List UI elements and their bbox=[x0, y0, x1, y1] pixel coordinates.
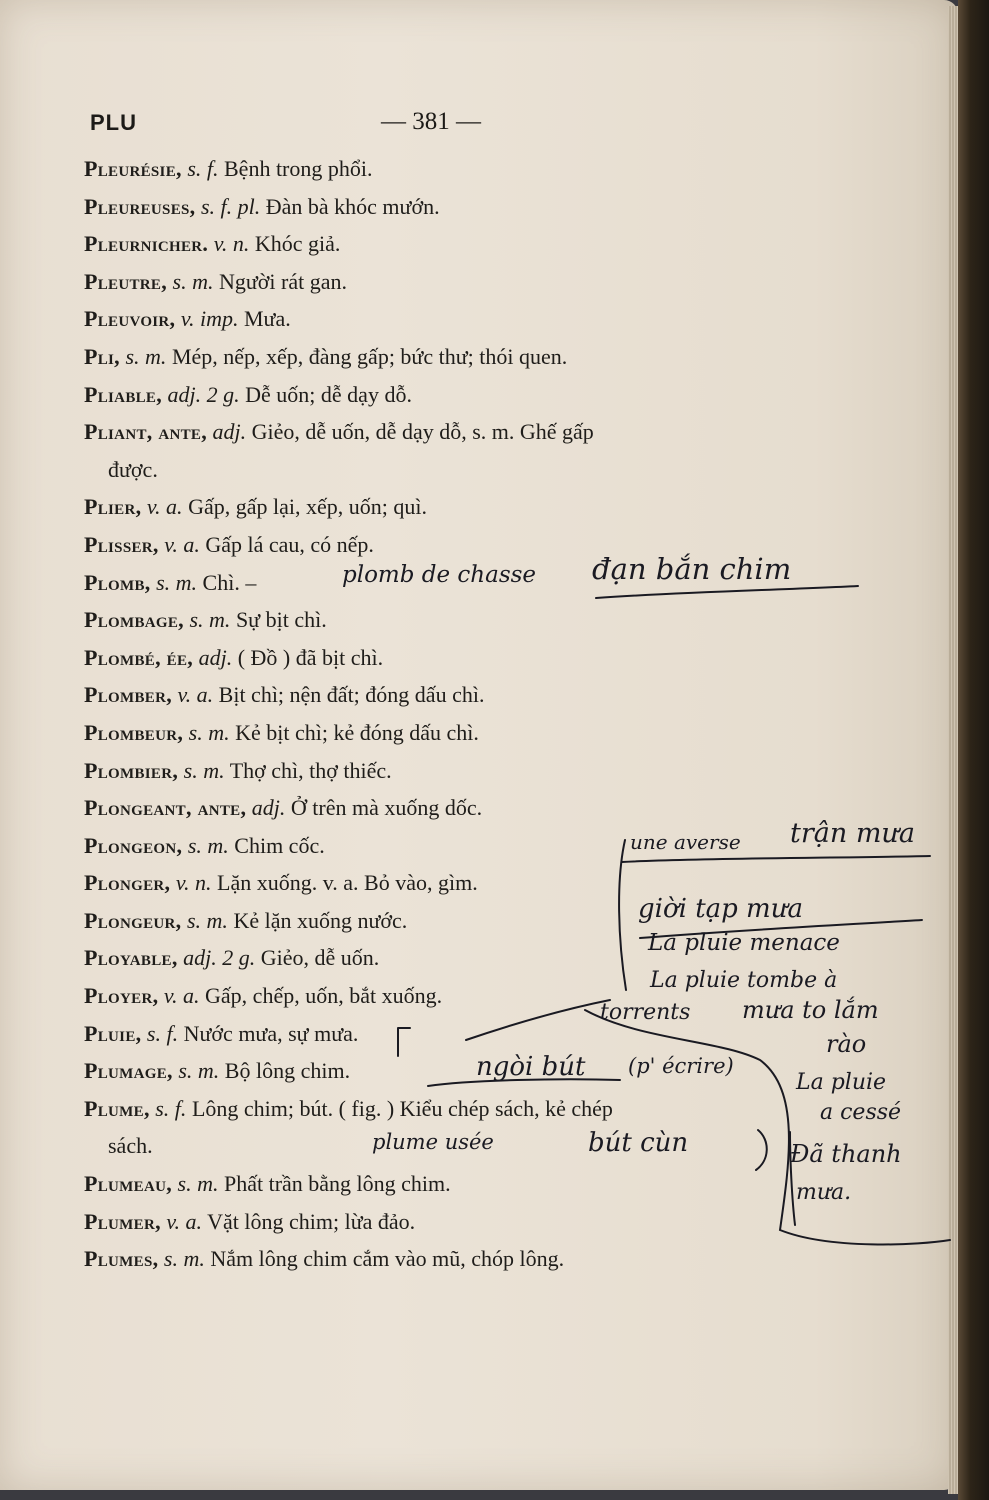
note-pluie-menace: La pluie menace bbox=[648, 930, 840, 956]
dictionary-entry bbox=[84, 188, 804, 226]
entry-headword: Plombé, ée, bbox=[84, 644, 194, 670]
entry-definition: sách. bbox=[108, 1133, 153, 1159]
entry-headword: Plombage, bbox=[84, 607, 184, 633]
entry-headword: Plongeon, bbox=[84, 832, 183, 858]
dictionary-entry bbox=[84, 1240, 804, 1278]
entry-definition: Bệnh trong phổi. bbox=[224, 156, 373, 181]
entry-definition: Đàn bà khóc mướn. bbox=[265, 193, 440, 219]
entry-definition: Giẻo, dễ uốn. bbox=[260, 945, 380, 971]
entry-grammar: v. n. bbox=[175, 870, 212, 896]
dictionary-entry bbox=[84, 488, 804, 526]
entry-grammar: s. f. bbox=[187, 156, 219, 181]
entry-headword: Ployer, bbox=[84, 983, 159, 1009]
entry-grammar: s. m. bbox=[177, 1171, 219, 1197]
entry-definition: Gấp, gấp lại, xếp, uốn; quì. bbox=[188, 494, 427, 520]
entry-grammar: v. n. bbox=[213, 231, 250, 257]
dictionary-entries bbox=[84, 150, 804, 1278]
entry-grammar: v. a. bbox=[164, 531, 200, 557]
entry-headword: Plumage, bbox=[84, 1058, 173, 1084]
note-pluie-tombe: La pluie tombe à bbox=[650, 968, 838, 993]
entry-definition: Mưa. bbox=[244, 306, 291, 332]
entry-definition: Ở trên mà xuống dốc. bbox=[290, 795, 483, 821]
entry-definition: Lặn xuống. v. a. Bỏ vào, gìm. bbox=[217, 870, 478, 896]
note-torrents: torrents bbox=[600, 1000, 691, 1025]
entry-headword: Plonger, bbox=[84, 870, 171, 896]
entry-grammar: s. m. bbox=[189, 607, 231, 633]
page-number: — 381 — bbox=[381, 108, 481, 135]
entry-headword: Plumes, bbox=[84, 1246, 159, 1272]
entry-grammar: s. m. bbox=[186, 907, 228, 933]
entry-definition: Chim cốc. bbox=[234, 832, 325, 858]
entry-definition: Chì. – bbox=[202, 569, 257, 595]
entry-grammar: s. f. bbox=[155, 1095, 187, 1121]
note-rao: rào bbox=[826, 1030, 867, 1058]
entry-definition: được. bbox=[108, 456, 158, 482]
note-mua-end: mưa. bbox=[796, 1180, 852, 1205]
entry-definition: Người rát gan. bbox=[218, 268, 348, 294]
entry-grammar: v. a. bbox=[166, 1208, 203, 1234]
entry-grammar: s. m. bbox=[183, 757, 225, 783]
entry-definition: Sự bịt chì. bbox=[235, 607, 327, 633]
entry-headword: Pleutre, bbox=[84, 268, 168, 294]
note-plume-usee: plume usée bbox=[372, 1130, 494, 1154]
note-pluie-a-cesse-2: a cessé bbox=[820, 1100, 902, 1125]
entry-headword: Plumeau, bbox=[84, 1171, 173, 1197]
note-da-thanh: Đã thanh bbox=[790, 1140, 902, 1168]
entry-grammar: adj. bbox=[212, 419, 247, 445]
dictionary-entry bbox=[84, 601, 804, 639]
note-ngoi-but: ngòi bút bbox=[476, 1052, 586, 1082]
entry-grammar: adj. bbox=[198, 644, 233, 670]
entry-grammar: v. a. bbox=[146, 494, 183, 520]
entry-grammar: adj. 2 g. bbox=[167, 381, 240, 407]
entry-definition: Kẻ bịt chì; kẻ đóng dấu chì. bbox=[235, 719, 479, 745]
dictionary-entry bbox=[84, 1090, 804, 1128]
page-header bbox=[90, 108, 790, 138]
entry-headword: Plomb, bbox=[84, 569, 151, 595]
entry-grammar: v. a. bbox=[177, 682, 214, 708]
dictionary-entry bbox=[84, 300, 804, 338]
note-dan-ban-chim: đạn bắn chim bbox=[592, 552, 792, 586]
entry-definition: Mép, nếp, xếp, đàng gấp; bức thư; thói quen. bbox=[171, 343, 568, 369]
entry-definition: Thợ chì, thợ thiếc. bbox=[229, 757, 392, 783]
entry-headword: Pleureuses, bbox=[84, 193, 196, 219]
entry-grammar: adj. bbox=[251, 795, 286, 821]
entry-definition: Kẻ lặn xuống nước. bbox=[233, 907, 408, 933]
entry-headword: Pli, bbox=[84, 343, 120, 369]
entry-headword: Plumer, bbox=[84, 1208, 161, 1234]
entry-grammar: s. m. bbox=[188, 719, 230, 745]
entry-definition: Bộ lông chim. bbox=[224, 1058, 351, 1084]
entry-headword: Plier, bbox=[84, 494, 142, 520]
dictionary-entry bbox=[84, 376, 804, 414]
entry-grammar: s. f. pl. bbox=[200, 193, 261, 219]
entry-grammar: s. m. bbox=[178, 1058, 220, 1084]
dictionary-entry bbox=[84, 150, 804, 188]
entry-headword: Plisser, bbox=[84, 531, 159, 557]
dictionary-entry bbox=[84, 676, 804, 714]
entry-definition: Khóc giả. bbox=[254, 231, 341, 257]
book-spine-edge bbox=[958, 0, 989, 1500]
dictionary-entry bbox=[84, 225, 804, 263]
dictionary-entry bbox=[84, 639, 804, 677]
entry-definition: Nắm lông chim cắm vào mũ, chóp lông. bbox=[210, 1246, 565, 1272]
entry-grammar: adj. 2 g. bbox=[183, 945, 256, 971]
entry-definition: Dễ uốn; dễ dạy dỗ. bbox=[245, 381, 412, 407]
entry-definition: Gấp lá cau, có nếp. bbox=[205, 531, 374, 557]
entry-grammar: s. m. bbox=[125, 343, 167, 369]
dictionary-entry bbox=[84, 338, 804, 376]
note-gioi-tap-mua: giời tạp mưa bbox=[638, 894, 803, 924]
note-but-cun: bút cùn bbox=[588, 1128, 689, 1158]
entry-headword: Pliant, ante, bbox=[84, 419, 208, 445]
entry-headword: Pleurésie, bbox=[84, 156, 182, 181]
dictionary-entry bbox=[84, 413, 804, 451]
dictionary-entry bbox=[84, 451, 804, 489]
entry-headword: Plombeur, bbox=[84, 719, 184, 745]
entry-grammar: s. f. bbox=[146, 1020, 179, 1046]
entry-definition: Lông chim; bút. ( fig. ) Kiểu chép sách, kẻ chép bbox=[191, 1095, 613, 1121]
entry-definition: Bịt chì; nện đất; đóng dấu chì. bbox=[218, 682, 485, 708]
note-pluie-a-cesse-1: La pluie bbox=[796, 1070, 887, 1095]
entry-headword: Pleuvoir, bbox=[84, 306, 176, 332]
entry-headword: Plomber, bbox=[84, 682, 173, 708]
entry-headword: Pleurnicher. bbox=[84, 231, 209, 257]
entry-headword: Plongeur, bbox=[84, 907, 182, 933]
note-tran-mua: trận mưa bbox=[790, 818, 915, 849]
dictionary-entry bbox=[84, 263, 804, 301]
entry-headword: Pluie, bbox=[84, 1020, 142, 1046]
entry-grammar: s. m. bbox=[163, 1246, 205, 1272]
entry-grammar: s. m. bbox=[172, 268, 214, 294]
dictionary-entry bbox=[84, 1165, 804, 1203]
dictionary-entry bbox=[84, 789, 804, 827]
entry-grammar: s. m. bbox=[187, 832, 229, 858]
dictionary-entry bbox=[84, 1015, 804, 1053]
note-pour-ecrire: (p' écrire) bbox=[628, 1054, 734, 1078]
entry-headword: Plume, bbox=[84, 1095, 150, 1121]
entry-definition: Phất trần bằng lông chim. bbox=[223, 1171, 451, 1197]
note-une-averse: une averse bbox=[630, 830, 741, 854]
dictionary-entry bbox=[84, 1203, 804, 1241]
entry-definition: ( Đồ ) đã bịt chì. bbox=[237, 644, 384, 670]
note-mua-to-lam: mưa to lắm bbox=[742, 996, 879, 1024]
dictionary-entry bbox=[84, 714, 804, 752]
note-plomb-de-chasse: plomb de chasse bbox=[342, 562, 537, 588]
entry-grammar: v. imp. bbox=[180, 306, 239, 332]
page-edges bbox=[948, 6, 958, 1494]
guide-word: PLU bbox=[90, 110, 137, 135]
entry-grammar: s. m. bbox=[156, 569, 198, 595]
entry-headword: Plongeant, ante, bbox=[84, 795, 247, 821]
dictionary-entry bbox=[84, 752, 804, 790]
entry-headword: Pliable, bbox=[84, 381, 163, 407]
entry-definition: Nước mưa, sự mưa. bbox=[183, 1020, 359, 1046]
entry-headword: Plombier, bbox=[84, 757, 179, 783]
entry-definition: Vặt lông chim; lừa đảo. bbox=[207, 1208, 416, 1234]
entry-definition: Giẻo, dễ uốn, dễ dạy dỗ, s. m. Ghế gấp bbox=[251, 419, 594, 445]
entry-headword: Ployable, bbox=[84, 945, 178, 971]
entry-grammar: v. a. bbox=[163, 983, 200, 1009]
entry-definition: Gấp, chếp, uốn, bắt xuống. bbox=[205, 983, 443, 1009]
